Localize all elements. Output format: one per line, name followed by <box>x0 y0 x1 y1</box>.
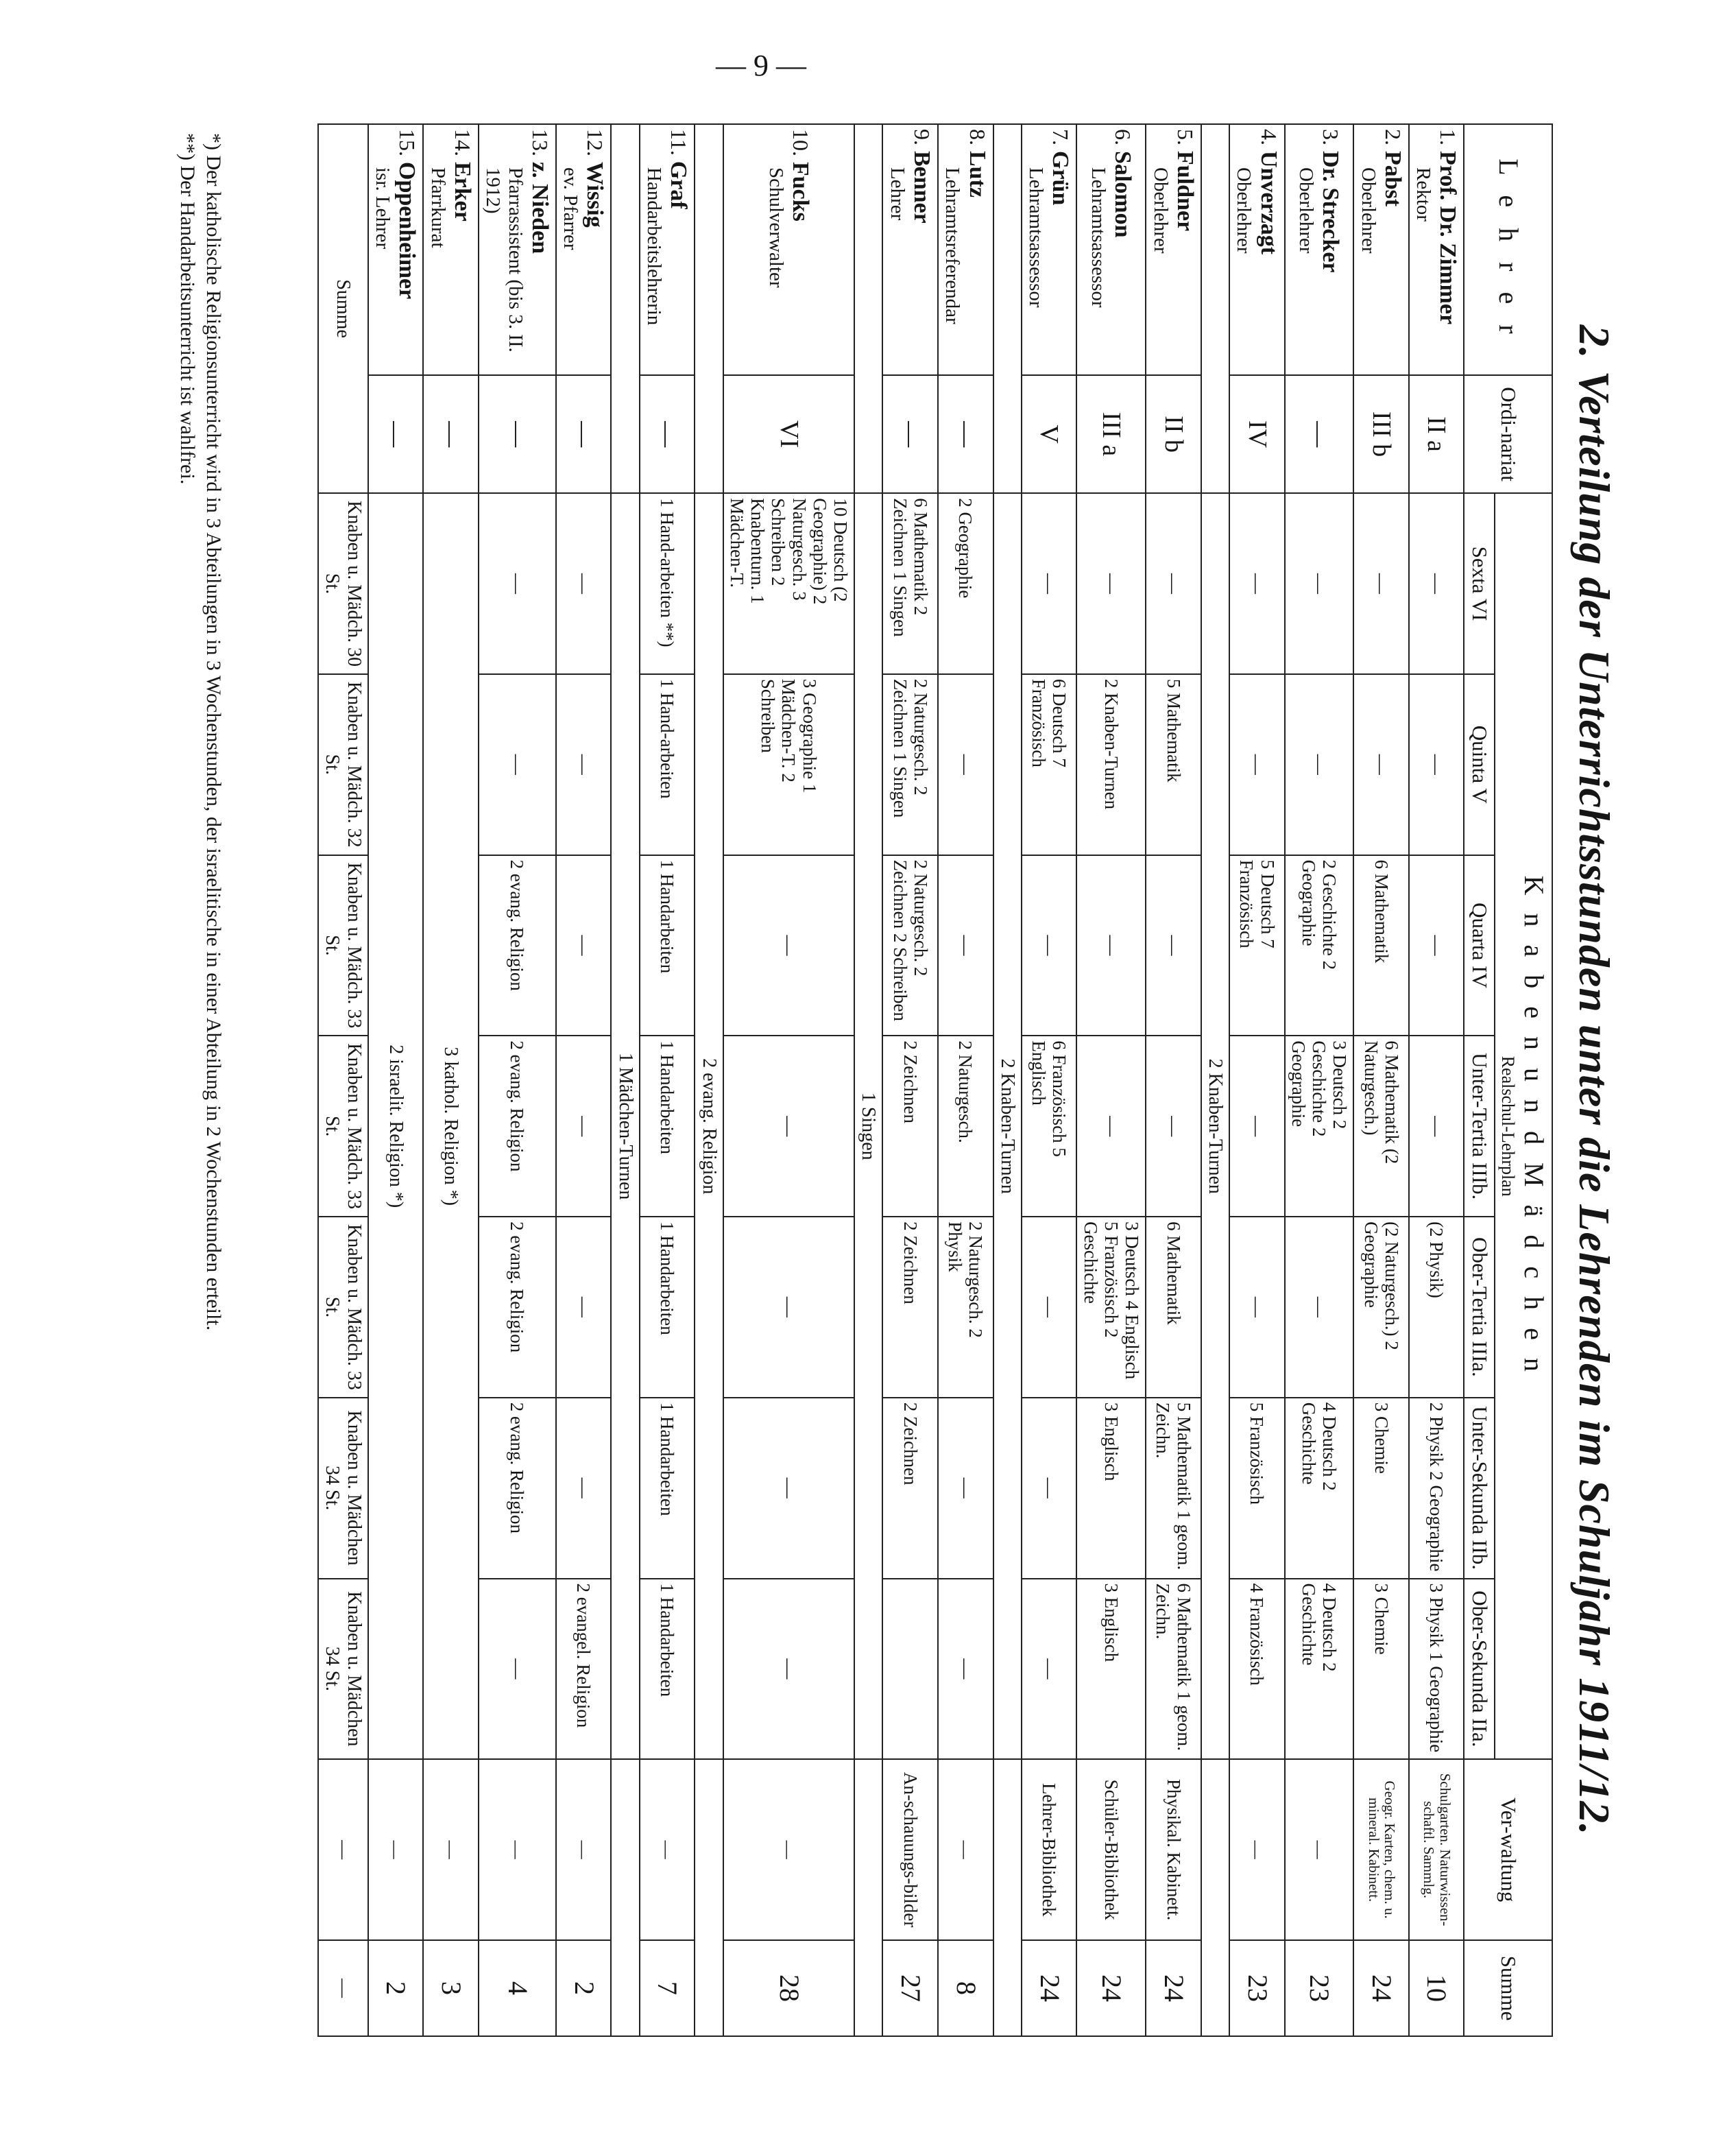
verwaltung-cell: Physikal. Kabinett. <box>1146 1759 1201 1940</box>
class-cell-iib: — <box>938 1398 993 1579</box>
teacher-name: Lutz <box>964 151 990 198</box>
header-class-sexta: Sexta VI <box>1464 493 1495 674</box>
teacher-cell <box>368 124 424 375</box>
class-cell-v: — <box>1285 674 1354 855</box>
class-cell-iib: 3 Chemie <box>1353 1398 1409 1579</box>
summe-cell: 4 <box>479 1940 556 2036</box>
class-cell-iiib: 3 Deutsch 2 Geschichte 2 Geographie <box>1285 1036 1354 1217</box>
summe-cell: 7 <box>640 1940 695 2036</box>
teacher-cell <box>1353 124 1409 375</box>
class-cell-vi: — <box>1353 493 1409 674</box>
row-number: 7. <box>1048 129 1074 145</box>
row-number: 6. <box>1111 129 1136 145</box>
class-cell-iiia: 1 Handarbeiten <box>640 1217 695 1398</box>
class-cell-iiib: — <box>1076 1036 1146 1217</box>
class-cell-vi: — <box>556 493 612 674</box>
table-body <box>318 124 1464 2036</box>
class-cell-iiia: (2 Naturgesch.) 2 Geographie <box>1353 1217 1409 1398</box>
class-cell-iia <box>882 1579 938 1760</box>
shared-lesson-spacer <box>1201 124 1229 493</box>
ordinariat-cell: V <box>1022 375 1077 493</box>
teacher-cell <box>882 124 938 375</box>
class-cell-iv: 2 evang. Religion <box>479 855 556 1036</box>
class-cell-iiib: 6 Französisch 5 Englisch <box>1022 1036 1077 1217</box>
teacher-name: Oppenheimer <box>394 162 420 300</box>
class-cell-iia: 2 evangel. Religion <box>556 1579 612 1760</box>
class-cell-iib: 2 evang. Religion <box>479 1398 556 1579</box>
class-cell-v: 2 Naturgesch. 2 Zeichnen 1 Singen <box>882 674 938 855</box>
verwaltung-cell: Geogr. Karten, chem. u. mineral. Kabinett. <box>1353 1759 1409 1940</box>
class-cell-iv: — <box>1076 855 1146 1036</box>
verwaltung-cell: — <box>723 1759 854 1940</box>
shared-lesson-spacer <box>854 124 882 493</box>
summe-cell: 3 <box>423 1940 479 2036</box>
teacher-cell <box>479 124 556 375</box>
teacher-cell <box>1022 124 1077 375</box>
class-cell-v: 2 Knaben-Turnen <box>1076 674 1146 855</box>
class-cell-vi: — <box>479 493 556 674</box>
row-number: 5. <box>1172 129 1198 145</box>
teacher-cell <box>556 124 612 375</box>
verwaltung-cell: — <box>1229 1759 1285 1940</box>
shared-lesson-cell: 2 Knaben-Turnen <box>1201 493 1229 1759</box>
class-cell-iiia: 2 Zeichnen <box>882 1217 938 1398</box>
class-cell-iia: 4 Französisch <box>1229 1579 1285 1760</box>
ordinariat-cell: VI <box>723 375 854 493</box>
ordinariat-cell: IV <box>1229 375 1285 493</box>
shared-lesson-spacer <box>993 124 1022 493</box>
summe-cell: 10 <box>1409 1940 1464 2036</box>
class-cell-iiib: 1 Handarbeiten <box>640 1036 695 1217</box>
ordinariat-cell: — <box>368 375 424 493</box>
header-knaben-maedchen <box>1495 493 1552 1759</box>
ordinariat-cell: III b <box>1353 375 1409 493</box>
class-cell-iiia: — <box>1022 1217 1077 1398</box>
class-cell-iiib: 2 Naturgesch. <box>938 1036 993 1217</box>
verwaltung-cell: — <box>479 1759 556 1940</box>
verwaltung-cell: Lehrer-Bibliothek <box>1022 1759 1077 1940</box>
class-cell-iib: 4 Deutsch 2 Geschichte <box>1285 1398 1354 1579</box>
class-cell-iib: 2 Physik 2 Geographie <box>1409 1398 1464 1579</box>
class-cell-iv: — <box>1022 855 1077 1036</box>
row-number: 13. <box>527 129 553 156</box>
teacher-cell <box>423 124 479 375</box>
shared-lesson-spacer <box>854 1759 882 2036</box>
teacher-cell <box>1229 124 1285 375</box>
table-row <box>882 124 938 2036</box>
teacher-cell <box>640 124 695 375</box>
row-number: 1. <box>1436 129 1461 145</box>
teacher-rank: Oberlehrer <box>1357 167 1379 254</box>
teacher-rank: Pfarrassistent (bis 3. II. 1912) <box>482 167 527 353</box>
shared-lesson-spacer <box>611 124 639 493</box>
shared-lesson-spacer <box>695 1759 723 2036</box>
class-cell-vi: 6 Mathematik 2 Zeichnen 1 Singen <box>882 493 938 674</box>
class-cell-iv: — <box>938 855 993 1036</box>
teacher-cell <box>1409 124 1464 375</box>
class-cell-iia: — <box>723 1579 854 1760</box>
teacher-rank: Pfarrkurat <box>426 167 449 248</box>
teacher-rank: Lehramtsassessor <box>1025 167 1048 308</box>
teacher-rank: ev. Pfarrer <box>559 167 582 250</box>
shared-lesson-spacer <box>1201 1759 1229 2036</box>
teacher-name: Salomon <box>1110 151 1136 238</box>
class-cell-iiia: 3 Deutsch 4 Englisch 5 Französisch 2 Geschichte <box>1076 1217 1146 1398</box>
class-cell-v: — <box>479 674 556 855</box>
teacher-name: Prof. Dr. Zimmer <box>1435 151 1461 325</box>
teacher-name: Dr. Strecker <box>1318 151 1344 273</box>
class-cell-iv: 1 Handarbeiten <box>640 855 695 1036</box>
header-km-title: K n a b e n u n d M ä d c h e n <box>1519 875 1550 1377</box>
teacher-cell <box>1285 124 1354 375</box>
summe-class-cell: Knaben u. Mädch. 33 St. <box>318 1217 368 1398</box>
class-cell-iia: 3 Physik 1 Geographie <box>1409 1579 1464 1760</box>
header-class-untersekunda: Unter-Sekunda IIb. <box>1464 1398 1495 1579</box>
table-row <box>640 124 695 2036</box>
verwaltung-cell: Schüler-Bibliothek <box>1076 1759 1146 1940</box>
class-cell-iib: 5 Mathematik 1 geom. Zeichn. <box>1146 1398 1201 1579</box>
footnote-1: *) Der katholische Religionsunterricht wird in 3 Abteilungen in 3 Wochenstunden, der israelitische in einer Abteilung in 2 Wochenstunden erteilt. <box>202 133 225 1331</box>
teacher-cell <box>1076 124 1146 375</box>
header-lehrplan: Realschul-Lehrplan <box>1498 1055 1519 1197</box>
teacher-cell <box>723 124 854 375</box>
class-cell-iiib: — <box>723 1036 854 1217</box>
teacher-name: Pabst <box>1379 151 1406 207</box>
ordinariat-cell: — <box>1285 375 1354 493</box>
class-cell-iv: — <box>1146 855 1201 1036</box>
teacher-name: z. Nieden <box>527 162 553 254</box>
teacher-cell <box>938 124 993 375</box>
class-cell-iib: 3 Englisch <box>1076 1398 1146 1579</box>
class-cell-vi: — <box>1285 493 1354 674</box>
class-cell-iia: 3 Chemie <box>1353 1579 1409 1760</box>
ordinariat-cell: — <box>556 375 612 493</box>
summe-class-cell: Knaben u. Mädchen 34 St. <box>318 1579 368 1760</box>
class-cell-iv: 5 Deutsch 7 Französisch <box>1229 855 1285 1036</box>
ordinariat-cell: — <box>640 375 695 493</box>
header-class-obertertia: Ober-Tertia IIIa. <box>1464 1217 1495 1398</box>
class-cell-iiib: 2 Zeichnen <box>882 1036 938 1217</box>
shared-lesson-cell: 2 evang. Religion <box>695 493 723 1759</box>
row-number: 8. <box>965 129 990 145</box>
class-cell-iib: 1 Handarbeiten <box>640 1398 695 1579</box>
teacher-rank: Schulverwalter <box>764 167 787 288</box>
header-verwaltung: Ver-waltung <box>1464 1759 1552 1940</box>
class-cell-iv: — <box>556 855 612 1036</box>
summe-cell: 28 <box>723 1940 854 2036</box>
header-class-quarta: Quarta IV <box>1464 855 1495 1036</box>
shared-lesson-row <box>611 124 639 2036</box>
ordinariat-cell: — <box>423 375 479 493</box>
span-subject-cell: 3 kathol. Religion *) <box>423 493 479 1759</box>
summe-cell: 2 <box>556 1940 612 2036</box>
summe-cell: 27 <box>882 1940 938 2036</box>
summe-cell: 23 <box>1229 1940 1285 2036</box>
row-number: 14. <box>450 129 475 156</box>
class-cell-iv: 2 Naturgesch. 2 Zeichnen 2 Schreiben <box>882 855 938 1036</box>
table-row <box>368 124 424 2036</box>
rotated-page-content <box>165 123 1632 2037</box>
row-number: 12. <box>583 129 608 156</box>
teacher-rank: Lehramtsreferendar <box>941 167 964 324</box>
class-cell-iib: — <box>556 1398 612 1579</box>
shared-lesson-spacer <box>611 1759 639 2036</box>
table-row <box>1146 124 1201 2036</box>
ordinariat-cell: — <box>479 375 556 493</box>
class-cell-vi: 1 Hand-arbeiten **) <box>640 493 695 674</box>
verwaltung-cell: — <box>423 1759 479 1940</box>
class-cell-v: — <box>1353 674 1409 855</box>
shared-lesson-row <box>854 124 882 2036</box>
shared-lesson-row <box>695 124 723 2036</box>
table-row <box>1229 124 1285 2036</box>
table-row <box>1285 124 1354 2036</box>
summe-cell: 24 <box>1076 1940 1146 2036</box>
verwaltung-cell: — <box>640 1759 695 1940</box>
footnote-2: **) Der Handarbeitsunterricht ist wahlfrei. <box>176 133 200 485</box>
row-number: 4. <box>1256 129 1281 145</box>
row-number: 15. <box>395 129 420 156</box>
class-cell-vi: — <box>1409 493 1464 674</box>
class-cell-iiia: 2 evang. Religion <box>479 1217 556 1398</box>
verwaltung-cell: Schulgarten. Naturwissen-schaftl. Sammlg. <box>1409 1759 1464 1940</box>
class-cell-vi: — <box>1022 493 1077 674</box>
document-title: 2. Verteilung der Unterrichtsstunden unter die Lehrenden im Schuljahr 1911/12. <box>1570 324 1619 1836</box>
table-row <box>423 124 479 2036</box>
teacher-rank: Lehrer <box>886 167 908 221</box>
class-cell-v: 6 Deutsch 7 Französisch <box>1022 674 1077 855</box>
class-cell-iib: 5 Französisch <box>1229 1398 1285 1579</box>
teacher-rank: Handarbeitslehrerin <box>643 167 666 326</box>
page-number: — 9 — <box>716 49 806 82</box>
row-number: 3. <box>1318 129 1344 145</box>
shared-lesson-cell: 1 Singen <box>854 493 882 1759</box>
header-class-obersekunda: Ober-Sekunda IIa. <box>1464 1579 1495 1760</box>
class-cell-iiib: 2 evang. Religion <box>479 1036 556 1217</box>
ordinariat-cell: III a <box>1076 375 1146 493</box>
summe-class-cell: Knaben u. Mädchen 34 St. <box>318 1398 368 1579</box>
span-subject-cell: 2 israelit. Religion *) <box>368 493 424 1759</box>
class-cell-v: — <box>1409 674 1464 855</box>
class-cell-vi: — <box>1146 493 1201 674</box>
table-row <box>1076 124 1146 2036</box>
class-cell-iv: — <box>1409 855 1464 1036</box>
summe-cell: 24 <box>1022 1940 1077 2036</box>
class-cell-iiia: 2 Naturgesch. 2 Physik <box>938 1217 993 1398</box>
teacher-rank: Rektor <box>1412 167 1435 222</box>
summe-class-cell: Knaben u. Mädch. 32 St. <box>318 674 368 855</box>
summe-cell: 2 <box>368 1940 424 2036</box>
class-cell-iiia: — <box>556 1217 612 1398</box>
row-number: 2. <box>1380 129 1406 145</box>
shared-lesson-spacer <box>993 1759 1022 2036</box>
footnotes <box>175 123 226 2037</box>
header-ordinariat: Ordi-nariat <box>1464 375 1552 493</box>
class-cell-iiia: 6 Mathematik <box>1146 1217 1201 1398</box>
class-cell-iv: 2 Geschichte 2 Geographie <box>1285 855 1354 1036</box>
table-row <box>1353 124 1409 2036</box>
summe-cell: 8 <box>938 1940 993 2036</box>
teacher-rank: Oberlehrer <box>1295 167 1318 254</box>
class-cell-iia: — <box>479 1579 556 1760</box>
class-cell-v: 5 Mathematik <box>1146 674 1201 855</box>
table-row <box>556 124 612 2036</box>
ordinariat-cell: — <box>882 375 938 493</box>
verwaltung-cell: An-schauungs-bilder <box>882 1759 938 1940</box>
class-cell-iia: 6 Mathematik 1 geom. Zeichn. <box>1146 1579 1201 1760</box>
class-cell-iiib: — <box>556 1036 612 1217</box>
table-row <box>938 124 993 2036</box>
teacher-name: Fuldner <box>1172 151 1198 232</box>
ordinariat-cell: II b <box>1146 375 1201 493</box>
ordinariat-cell: — <box>938 375 993 493</box>
header-summe: Summe <box>1464 1940 1552 2036</box>
class-cell-iiib: — <box>1146 1036 1201 1217</box>
shared-lesson-cell: 1 Mädchen-Turnen <box>611 493 639 1759</box>
table-row <box>1022 124 1077 2036</box>
header-lehrer: L e h r e r <box>1464 124 1552 375</box>
teacher-rank: isr. Lehrer <box>372 167 394 250</box>
class-cell-iib: — <box>1022 1398 1077 1579</box>
verwaltung-cell: — <box>368 1759 424 1940</box>
summe-sum-cell: — <box>318 1940 368 2036</box>
class-cell-iv: 6 Mathematik <box>1353 855 1409 1036</box>
class-cell-iiib: — <box>1409 1036 1464 1217</box>
shared-lesson-spacer <box>695 124 723 493</box>
summe-cell: 24 <box>1146 1940 1201 2036</box>
class-cell-v: — <box>1229 674 1285 855</box>
verwaltung-cell: — <box>556 1759 612 1940</box>
table-row <box>1409 124 1464 2036</box>
class-cell-iia: 1 Handarbeiten <box>640 1579 695 1760</box>
teacher-name: Graf <box>666 160 692 209</box>
summe-class-cell: Knaben u. Mädch. 33 St. <box>318 1036 368 1217</box>
verwaltung-cell: — <box>1285 1759 1354 1940</box>
teacher-name: Fucks <box>787 162 813 222</box>
class-cell-iiia: — <box>1285 1217 1354 1398</box>
row-number: 9. <box>909 129 935 145</box>
shared-lesson-cell: 2 Knaben-Turnen <box>993 493 1022 1759</box>
class-cell-iia: — <box>1022 1579 1077 1760</box>
class-cell-iib: 2 Zeichnen <box>882 1398 938 1579</box>
class-cell-iiia: (2 Physik) <box>1409 1217 1464 1398</box>
teacher-name: Wissig <box>582 162 608 228</box>
row-number: 10. <box>788 129 813 156</box>
class-cell-iia: — <box>938 1579 993 1760</box>
class-cell-iiia: — <box>1229 1217 1285 1398</box>
teacher-name: Erker <box>449 162 475 222</box>
class-cell-v: 1 Hand-arbeiten <box>640 674 695 855</box>
teacher-name: Unverzagt <box>1255 151 1281 255</box>
class-cell-vi: 2 Geographie <box>938 493 993 674</box>
schedule-table <box>317 123 1553 2037</box>
summe-class-cell: Knaben u. Mädch. 33 St. <box>318 855 368 1036</box>
table-row <box>723 124 854 2036</box>
header-class-quinta: Quinta V <box>1464 674 1495 855</box>
class-cell-v: — <box>938 674 993 855</box>
class-cell-iia: 4 Deutsch 2 Geschichte <box>1285 1579 1354 1760</box>
class-cell-iib: — <box>723 1398 854 1579</box>
table-row <box>479 124 556 2036</box>
verwaltung-cell: — <box>938 1759 993 1940</box>
teacher-rank: Lehramtsassessor <box>1087 167 1109 308</box>
teacher-name: Grün <box>1048 151 1074 206</box>
class-cell-v: — <box>556 674 612 855</box>
class-cell-iia: 3 Englisch <box>1076 1579 1146 1760</box>
shared-lesson-row <box>1201 124 1229 2036</box>
summe-row <box>318 124 368 2036</box>
summe-vw-cell: — <box>318 1759 368 1940</box>
class-cell-iiib: 6 Mathematik (2 Naturgesch.) <box>1353 1036 1409 1217</box>
row-number: 11. <box>666 129 692 156</box>
teacher-cell <box>1146 124 1201 375</box>
header-class-untertertia: Unter-Tertia IIIb. <box>1464 1036 1495 1217</box>
class-cell-iv: — <box>723 855 854 1036</box>
shared-lesson-row <box>993 124 1022 2036</box>
summe-cell: 23 <box>1285 1940 1354 2036</box>
class-cell-vi: — <box>1229 493 1285 674</box>
teacher-rank: Oberlehrer <box>1233 167 1255 254</box>
class-cell-vi: — <box>1076 493 1146 674</box>
teacher-rank: Oberlehrer <box>1149 167 1172 254</box>
teacher-name: Benner <box>908 151 935 224</box>
summe-class-cell: Knaben u. Mädch. 30 St. <box>318 493 368 674</box>
class-cell-v: 3 Geographie 1 Mädchen-T. 2 Schreiben <box>723 674 854 855</box>
class-cell-iiia: — <box>723 1217 854 1398</box>
class-cell-vi: 10 Deutsch (2 Geographie) 2 Naturgesch. 3 Schreiben 2 Knabenturn. 1 Mädchen-T. <box>723 493 854 674</box>
class-cell-iiib: — <box>1229 1036 1285 1217</box>
ordinariat-cell: II a <box>1409 375 1464 493</box>
summe-cell: 24 <box>1353 1940 1409 2036</box>
summe-label: Summe <box>318 124 368 493</box>
